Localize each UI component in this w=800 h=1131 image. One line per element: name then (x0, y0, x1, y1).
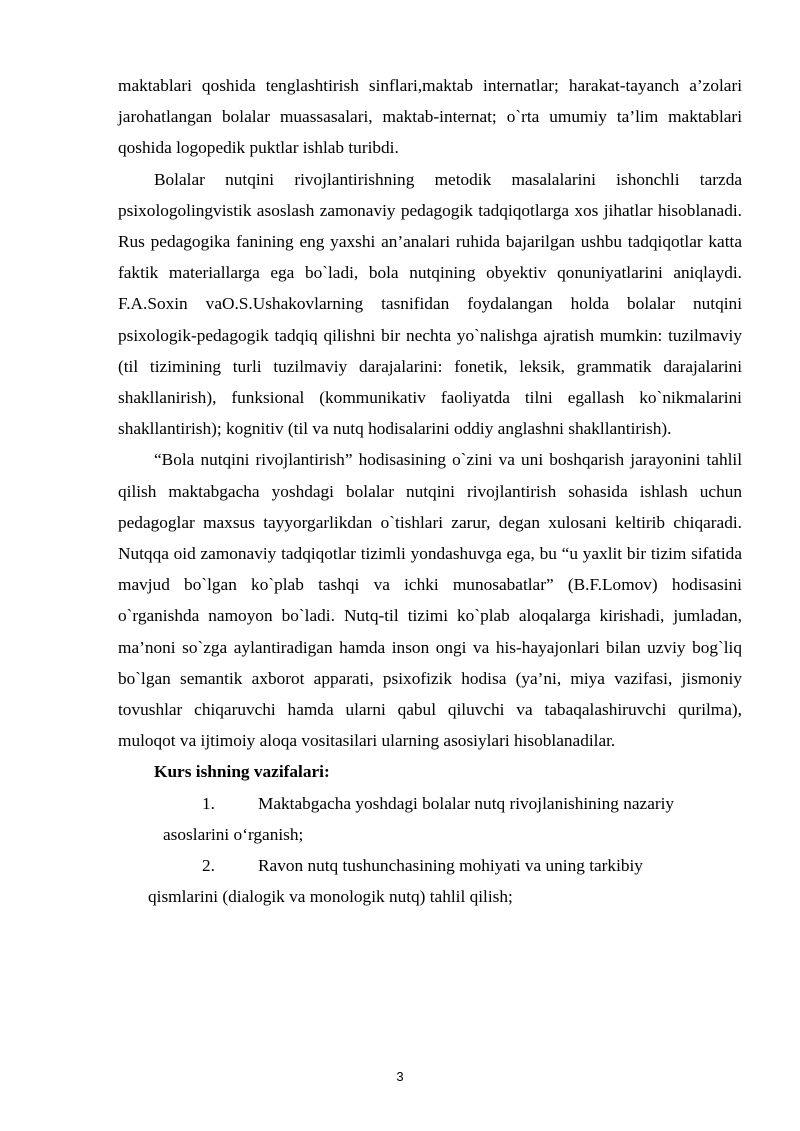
body-text (118, 70, 742, 912)
list-item-first-line (118, 850, 742, 881)
list-item-text: Maktabgacha yoshdagi bolalar nutq rivojlanishining nazariy (258, 793, 675, 813)
list-item-continuation: qismlarini (dialogik va monologik nutq) tahlil qilish; (148, 887, 513, 907)
section-heading: Kurs ishning vazifalari: (154, 762, 330, 782)
paragraph-methodology: Bolalar nutqini rivojlantirishning metodik masalalarini ishonchli tarzda psixologolingvistik asoslash zamonaviy pedagogik tadqiqotlarga xos jihatlar hisoblanadi. Rus pedagogika fanining eng yaxshi an’analari ruhida bajarilgan ushbu tadqiqotlar katta faktik materiallarga ega bo`ladi, bola nutqining obyektiv qonuniyatlarini aniqlaydi. F.A.Soxin vaO.S.Ushakovlarning tasnifidan foydalangan holda bolalar nutqini psixologik-pedagogik tadqiq qilishni bir nechta yo`nalishga ajratish mumkin: tuzilmaviy (til tizimining turli tuzilmaviy darajalarini: fonetik, leksik, grammatik darajalarini shakllanirish), funksional (kommunikativ faoliyatda tilni egallash ko`nikmalarini shakllantirish); kognitiv (til va nutq hodisalarini oddiy anglashni shakllantirish). (118, 169, 742, 439)
list-item-first-line (118, 788, 742, 819)
list-item-number: 1. (202, 793, 215, 813)
list-item-text: Ravon nutq tushunchasining mohiyati va uning tarkibiy (258, 856, 643, 876)
list-item (118, 850, 742, 912)
list-item-number: 2. (202, 856, 215, 876)
paragraph-speech-development: “Bola nutqini rivojlantirish” hodisasining o`zini va uni boshqarish jarayonini tahlil qilish maktabgacha yoshdagi bolalar nutqini rivojlantirish sohasida ishlash uchun pedagoglar maxsus tayyorgarlikdan o`tishlari zarur, degan xulosani keltirib chiqaradi. Nutqqa oid zamonaviy tadqiqotlar tizimli yondashuvga ega, bu “u yaxlit bir tizim sifatida mavjud bo`lgan ko`plab tashqi va ichki munosabatlar” (B.F.Lomov) hodisasini o`rganishda namoyon bo`ladi. Nutq-til tizimi ko`plab aloqalarga kirishadi, jumladan, ma’noni so`zga aylantiradigan hamda inson ongi va his-hayajonlari bilan uzviy bog`liq bo`lgan semantik axborot apparati, psixofizik hodisa (ya’ni, miya vazifasi, jismoniy tovushlar chiqaruvchi hamda ularni qabul qiluvchi va tabaqalashiruvchi qurilma), muloqot va ijtimoiy aloqa vositasilari ularning asosiylari hisoblanadilar. (118, 450, 742, 751)
list-item (118, 788, 742, 850)
paragraph-continuation: maktablari qoshida tenglashtirish sinflari,maktab internatlar; harakat-tayanch a’zolari jarohatlangan bolalar muassasalari, maktab-internat; o`rta umumiy ta’lim maktablari qoshida logopedik puktlar ishlab turibdi. (118, 76, 742, 158)
list-item-continuation: asoslarini o‘rganish; (163, 824, 304, 844)
page-number: 3 (396, 1069, 404, 1084)
